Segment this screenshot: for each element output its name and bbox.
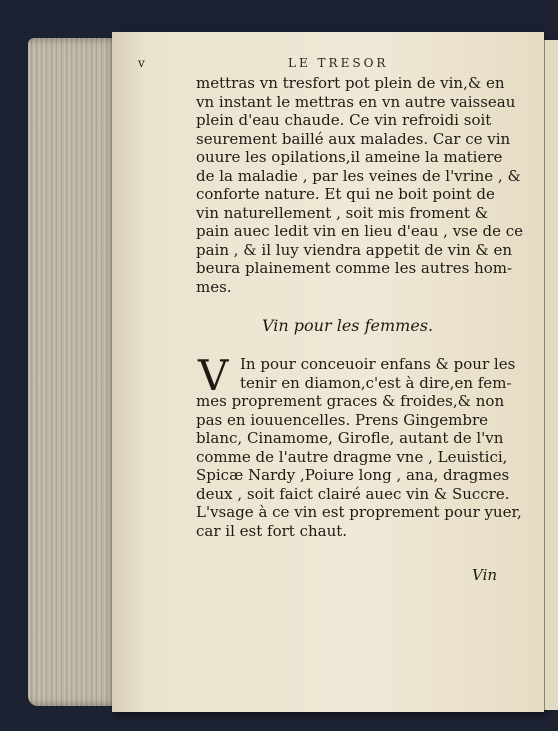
text-line: tenir en diamon,c'est à dire,en fem- [240,373,512,392]
text-line: car il est fort chaut. [196,521,348,540]
folio: v [138,56,145,70]
catchword: Vin [472,566,498,584]
text-line: blanc, Cinamome, Girofle, autant de l'vn [196,429,504,447]
text-line: mes proprement graces & froides,& non [196,392,505,410]
text-line: seurement baillé aux malades. Car ce vin [196,129,511,148]
text-line: In pour conceuoir enfans & pour les [240,355,516,373]
section-heading: Vin pour les femmes. [262,316,434,335]
paragraph-2 [196,355,522,540]
text-line: beura plainement comme les autres hom- [196,259,513,277]
text-line: mettras vn tresfort pot plein de vin,& en [196,74,505,92]
paragraph-1 [196,74,523,296]
text-line: pain auec ledit vin en lieu d'eau , vse de ce [196,222,524,240]
text-line: comme de l'autre dragme vne , Leuistici, [196,447,508,466]
text-line: pas en iouuencelles. Prens Gingembre [196,410,489,429]
facing-page-edge [544,40,558,710]
running-head [138,56,538,72]
text-line: deux , soit faict clairé auec vin & Succre. [196,484,510,503]
text-line: mes. [196,277,232,296]
drop-initial: V [198,351,229,400]
text-line: vn instant le mettras en vn autre vaisseau [196,92,516,111]
text-line: ouure les opilations,il ameine la matiere [196,148,503,166]
text-line: L'vsage à ce vin est proprement pour yuer, [196,503,522,521]
text-line: de la maladie , par les veines de l'vrine , & [196,166,521,185]
text-line: Spicæ Nardy ,Poiure long , ana, dragmes [196,466,510,484]
text-line: pain , & il luy viendra appetit de vin & en [196,240,513,259]
text-line: vin naturellement , soit mis froment & [196,203,489,222]
text-line: conforte nature. Et qui ne boit point de [196,185,495,203]
book-fore-edge [28,38,124,706]
running-head-title: LE TRESOR [288,56,389,70]
text-line: plein d'eau chaude. Ce vin refroidi soit [196,111,492,129]
